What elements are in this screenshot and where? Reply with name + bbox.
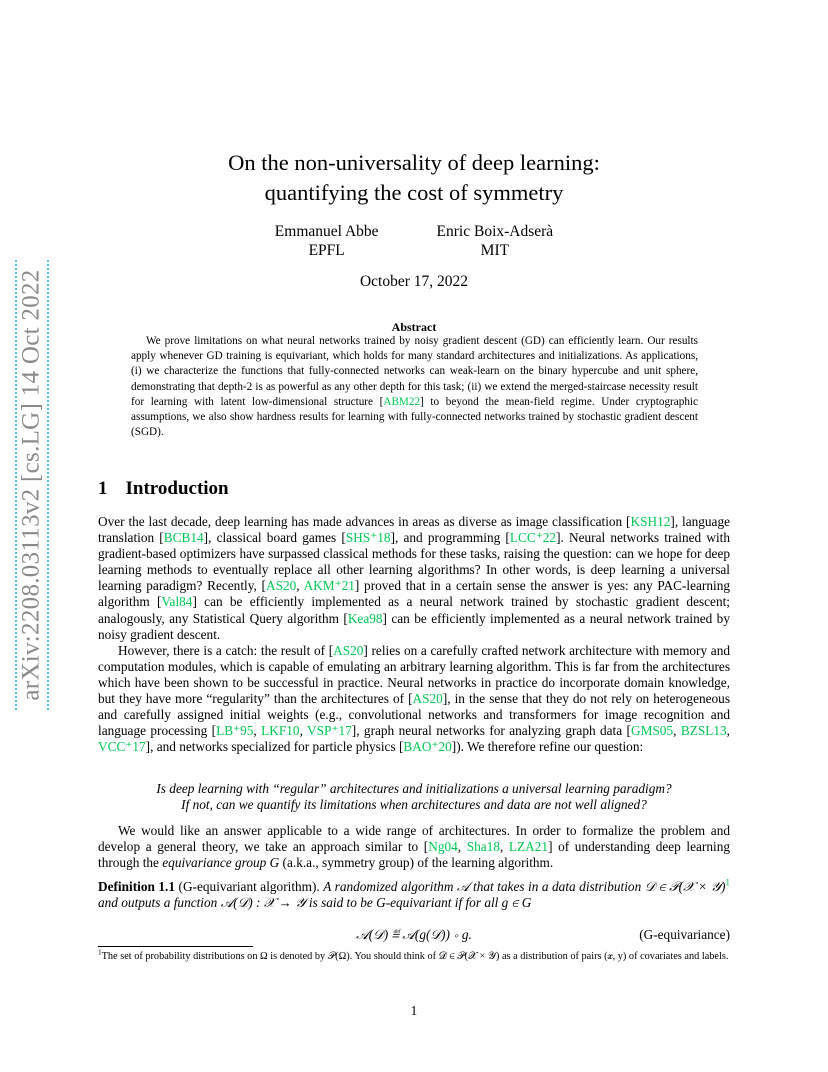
title-line-1: On the non-universality of deep learning:: [228, 150, 600, 175]
paragraph: [98, 823, 730, 871]
abstract-text: ] to beyond the mean-field regime. Under cryptographic assumptions, we also show hardness results for learning with fully-connected networks trained by stochastic gradient descent (SGD).: [131, 395, 698, 439]
section-title: Introduction: [125, 478, 229, 499]
footnote-marker[interactable]: 1: [725, 878, 731, 889]
page-number: 1: [410, 1003, 418, 1018]
citation-link[interactable]: BZSL13: [680, 723, 727, 739]
citation-link[interactable]: Val84: [161, 594, 193, 610]
citation-link[interactable]: AS20: [265, 578, 297, 594]
paper-title: [98, 148, 730, 208]
definition-text: and outputs a function 𝒜(𝒟) : 𝒳 → 𝒴 is said to be G-equivariant if for all g ∈ G: [98, 895, 532, 911]
text-run: ,: [253, 723, 262, 739]
footnote-rule: [98, 946, 253, 947]
citation-link[interactable]: BCB14: [163, 530, 204, 546]
footnote: [98, 950, 730, 964]
text-run: ] relies on a carefully crafted network architecture with memory and computation modules, which is capable of emulating an arbitrary learning algorithm. This is far from the architectures which have been shown to be successful in practice. Neural networks in practice do incorporate domain knowledge, but they have more “regularity” than the architectures of [: [98, 642, 730, 707]
author-affiliation: EPFL: [308, 242, 345, 259]
text-run: ] proved that in a certain sense the answer is yes: any PAC-learning algorithm [: [98, 578, 730, 610]
author-name: Emmanuel Abbe: [274, 223, 379, 240]
citation-link[interactable]: Ng04: [428, 839, 458, 855]
citation-link[interactable]: AKM⁺21: [303, 578, 355, 594]
section-number: 1: [98, 478, 108, 499]
text-run: ], classical board games [: [203, 530, 346, 546]
text-run: ,: [726, 723, 730, 739]
text-run: (a.k.a., symmetry group) of the learning algorithm.: [279, 855, 554, 871]
citation-link[interactable]: LZA21: [508, 839, 549, 855]
section-heading: [98, 478, 229, 500]
footnote-text: The set of probability distributions on Ω is denoted by 𝒫(Ω). You should think of 𝒟 ∈ 𝒫(𝒳 × 𝒴) as a distribution of pairs (𝒙, y) of covariates and labels.: [101, 951, 729, 962]
arxiv-sidebar-stamp: [15, 260, 49, 710]
intro-paragraph-1: [98, 514, 730, 755]
author-block: [98, 222, 730, 260]
author-1: [275, 222, 379, 260]
abstract-text: We prove limitations on what neural networks trained by noisy gradient descent (GD) can efficiently learn. Our results apply whenever GD training is equivariant, which holds for many standard architectures and initializations. As applications, (i) we characterize the functions that fully-connected networks can weak-learn on the binary hypercube and unit sphere, demonstrating that depth-2 is as powerful as any other depth for this task; (ii) we extend the merged-staircase necessity result for learning with latent low-dimensional structure [: [131, 335, 698, 408]
author-affiliation: MIT: [480, 242, 510, 259]
text-run: ], and networks specialized for particle physics [: [145, 739, 404, 755]
title-line-2: quantifying the cost of symmetry: [264, 180, 564, 205]
paragraph: [98, 643, 730, 756]
citation-link[interactable]: VSP⁺17: [307, 723, 352, 739]
citation-link[interactable]: KSH12: [630, 514, 671, 529]
text-run: ] of understanding deep learning through the: [98, 839, 731, 871]
footnote-number: 1: [98, 948, 102, 957]
abstract-body: [131, 334, 698, 440]
text-run: ]. Neural networks trained with gradient-based optimizers have surpassed classical methods for these tasks, raising the question: can we hope for deep learning methods to eventually replace all other learning algorithms? In other words, is deep learning a universal learning paradigm? Recently, [: [98, 530, 731, 594]
definition-label: Definition 1.1: [98, 879, 176, 894]
citation-link[interactable]: VCC⁺17: [98, 739, 146, 755]
quote-line-2: If not, can we quantify its limitations when architectures and data are not well aligned?: [181, 797, 647, 813]
text-run: ,: [299, 723, 308, 739]
text-run: ,: [457, 839, 467, 855]
definition-name: (G-equivariant algorithm).: [178, 879, 320, 894]
author-name: Enric Boix-Adserà: [436, 223, 554, 240]
citation-link[interactable]: LB⁺95: [216, 723, 254, 739]
citation-link[interactable]: LKF10: [261, 723, 300, 739]
paragraph: [98, 514, 730, 643]
text-run: ], graph neural networks for analyzing graph data [: [351, 723, 631, 739]
equation-body: 𝒜(𝒟) ≝ 𝒜(g(𝒟)) ∘ g.: [356, 927, 472, 942]
text-run: ], in the sense that they do not rely on heterogeneous and carefully assigned initial weights (e.g., convolutional networks and transformers for image recognition and language processing [: [98, 691, 730, 739]
text-run: However, there is a catch: the result of [: [118, 642, 334, 658]
arxiv-identifier: arXiv:2208.03113v2 [cs.LG] 14 Oct 2022: [18, 269, 45, 701]
definition-text: A randomized algorithm 𝒜 that takes in a data distribution 𝒟 ∈ 𝒫(𝒳 × 𝒴): [323, 879, 726, 894]
text-run: ], and programming [: [390, 530, 510, 546]
paper-date: October 17, 2022: [359, 273, 469, 290]
definition-block: [98, 879, 730, 911]
citation-link[interactable]: ABM22: [383, 395, 421, 408]
citation-link[interactable]: AS20: [333, 642, 364, 658]
citation-link[interactable]: GMS05: [630, 723, 674, 739]
citation-link[interactable]: BAO⁺20: [403, 739, 452, 755]
text-run: ,: [296, 578, 304, 594]
text-run: We would like an answer applicable to a wide range of architectures. In order to formalize the problem and develop a general theory, we take an approach similar to [: [98, 823, 730, 855]
equation-tag: (G-equivariance): [639, 927, 730, 942]
text-run: Over the last decade, deep learning has made advances in areas as diverse as image classification [: [98, 514, 631, 529]
citation-link[interactable]: LCC⁺22: [509, 530, 557, 546]
text-run: ]). We therefore refine our question:: [451, 739, 644, 755]
emphasis: equivariance group G: [162, 855, 280, 871]
intro-paragraph-3: [98, 823, 730, 871]
text-run: ,: [499, 839, 509, 855]
research-question: [98, 781, 730, 813]
text-run: ] can be efficiently implemented as a neural network trained by noisy gradient descent.: [98, 610, 730, 642]
citation-link[interactable]: AS20: [412, 691, 443, 707]
text-run: ], language translation [: [98, 514, 730, 546]
quote-line-1: Is deep learning with “regular” architectures and initializations a universal learning paradigm?: [156, 781, 672, 796]
text-run: ,: [673, 723, 681, 739]
abstract-heading: Abstract: [391, 320, 437, 334]
citation-link[interactable]: SHS⁺18: [345, 530, 391, 546]
text-run: ] can be efficiently implemented as a neural network trained by stochastic gradient descent; analogously, any Statistical Query algorithm [: [98, 594, 731, 626]
citation-link[interactable]: Kea98: [347, 610, 383, 626]
author-2: [437, 222, 554, 260]
citation-link[interactable]: Sha18: [466, 839, 500, 855]
